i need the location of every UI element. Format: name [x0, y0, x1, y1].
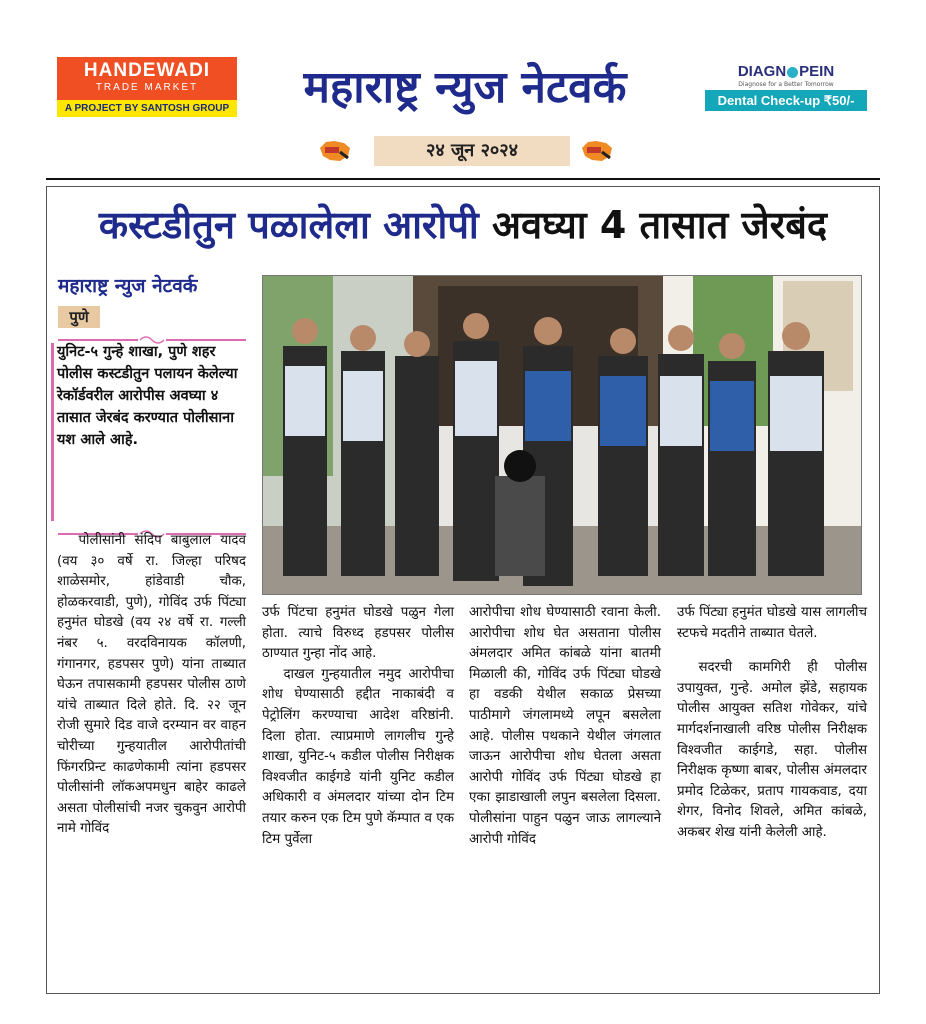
ad-left-tagline: A PROJECT BY SANTOSH GROUP: [57, 100, 237, 117]
maharashtra-map-emblem-icon: [318, 138, 352, 164]
article-city: पुणे: [58, 306, 100, 328]
diagnopein-logo: DIAGN PEIN: [737, 63, 835, 80]
logo-dot-icon: [787, 67, 798, 78]
dental-offer: Dental Check-up ₹50/-: [705, 90, 867, 111]
article-byline: महाराष्ट्र न्युज नेटवर्क: [58, 275, 198, 297]
header-rule: [46, 178, 880, 180]
article-photo: [262, 275, 862, 595]
masthead-title: महाराष्ट्र न्युज नेटवर्क: [303, 62, 627, 113]
handewadi-ad[interactable]: [57, 57, 237, 117]
article-column-4: उर्फ पिंट्या हनुमंत घोडखे यास लागलीच स्टफचे मदतीने ताब्यात घेतले. सदरची कामगिरी ही पोलीस उपायुक्त, गुन्हे. अमोल झेंडे, सहायक पोलीस आयुक्त सतिश गोवेकर, यांचे मार्गदर्शनाखाली वरिष्ठ पोलीस निरीक्षक विश्वजीत काईगडे, सहा. पोलीस निरीक्षक कृष्णा बाबर, पोलीस अंमलदार प्रमोद टिळेकर, प्रताप गायकवाड, दया शेगर, विनोद शिवले, अमित कांबळे, अकबर शेख यांनी केलेली आहे.: [677, 605, 867, 840]
divider-ornament: [58, 523, 246, 531]
maharashtra-map-emblem-icon: [580, 138, 614, 164]
lead-accent-bar: [51, 343, 54, 521]
diagnopein-ad[interactable]: [705, 63, 867, 111]
ad-left-title: HANDEWADI: [83, 60, 211, 81]
article-headline: कस्टडीतुन पळालेला आरोपी अवघ्या 4 तासात जेरबंद: [98, 203, 828, 247]
divider-ornament: [58, 329, 246, 337]
article-lead: युनिट-५ गुन्हे शाखा, पुणे शहर पोलीस कस्टडीतुन पलायन केलेल्या रेकॉर्डवरील आरोपीस अवघ्या ४ तासात जेरबंद करण्यात पोलीसाना यश आले आहे.: [57, 344, 238, 448]
article-column-3: आरोपीचा शोध घेण्यासाठी रवाना केली. आरोपीचा शोध घेत असताना पोलीस अंमलदार अमित कांबळे यांना बातमी मिळाली की, गोविंद उर्फ पिंट्या घोडखे हा वडकी येथील सकाळ प्रेसच्या पाठीमागे जंगलामध्ये लपून बसलेला आहे. पोलीस पथकाने येथील जंगलात जाऊन आरोपीचा शोध घेतला असता आरोपी गोविंद उर्फ पिंट्या घोडखे हा एका झाडाखाली लपुन बसलेला दिसला. पोलीसांना पाहुन पळुन जाऊ लागल्याने आरोपी गोविंद: [469, 605, 661, 847]
article-column-1: पोलीसांनी संदिप बाबुलाल यादव (वय ३० वर्षे रा. जिल्हा परिषद शाळेसमोर, हांडेवाडी चौक, होळकरवाडी, पुणे), गोविंद उर्फ पिंट्या हनुमंत घोडखे (वय २४ वर्षे रा. गल्ली नंबर ५. वरदविनायक कॉलणी, गंगानगर, हडपसर पुणे) यांना ताब्यात घेऊन तपासकामी हडपसर पोलीस ठाणे यांचे ताब्यात दिले होते. दि. २२ जून रोजी सुमारे दिड वाजे दरम्यान वर वाहन चोरीच्या गुन्हयातील आरोपीतांची फिंगरप्रिन्ट काढणेकामी त्यांना हडपसर पोलीसांनी लॉकअपमधुन बाहेर काढले असता पोलीसांची नजर चुकवुन आरोपी नामे गोविंद: [57, 533, 246, 837]
ad-left-subtitle: TRADE MARKET: [95, 82, 199, 93]
article-column-2: उर्फ पिंटचा हनुमंत घोडखे पळुन गेला होता. त्याचे विरुध्द हडपसर पोलीस ठाण्यात गुन्हा नोंद आहे. दाखल गुन्हयातील नमुद आरोपीचा शोध घेण्यासाठी हद्दीत नाकाबंदी व पेट्रोलिंग करण्याचा आदेश वरिष्ठांनी. दिला होता. त्याप्रमाणे लागलीच गुन्हे शाखा, युनिट-५ कडील पोलीस निरीक्षक विश्वजीत काईगडे यांनी युनिट कडील अधिकारी व अंमलदार यांच्या दोन टिम तयार करुन एक टिम पुणे कॅम्पात व एक टिम पुर्वेला: [262, 605, 454, 847]
diagnopein-tagline: Diagnose for a Better Tomorrow: [738, 81, 834, 88]
issue-date: २४ जून २०२४: [374, 136, 570, 166]
